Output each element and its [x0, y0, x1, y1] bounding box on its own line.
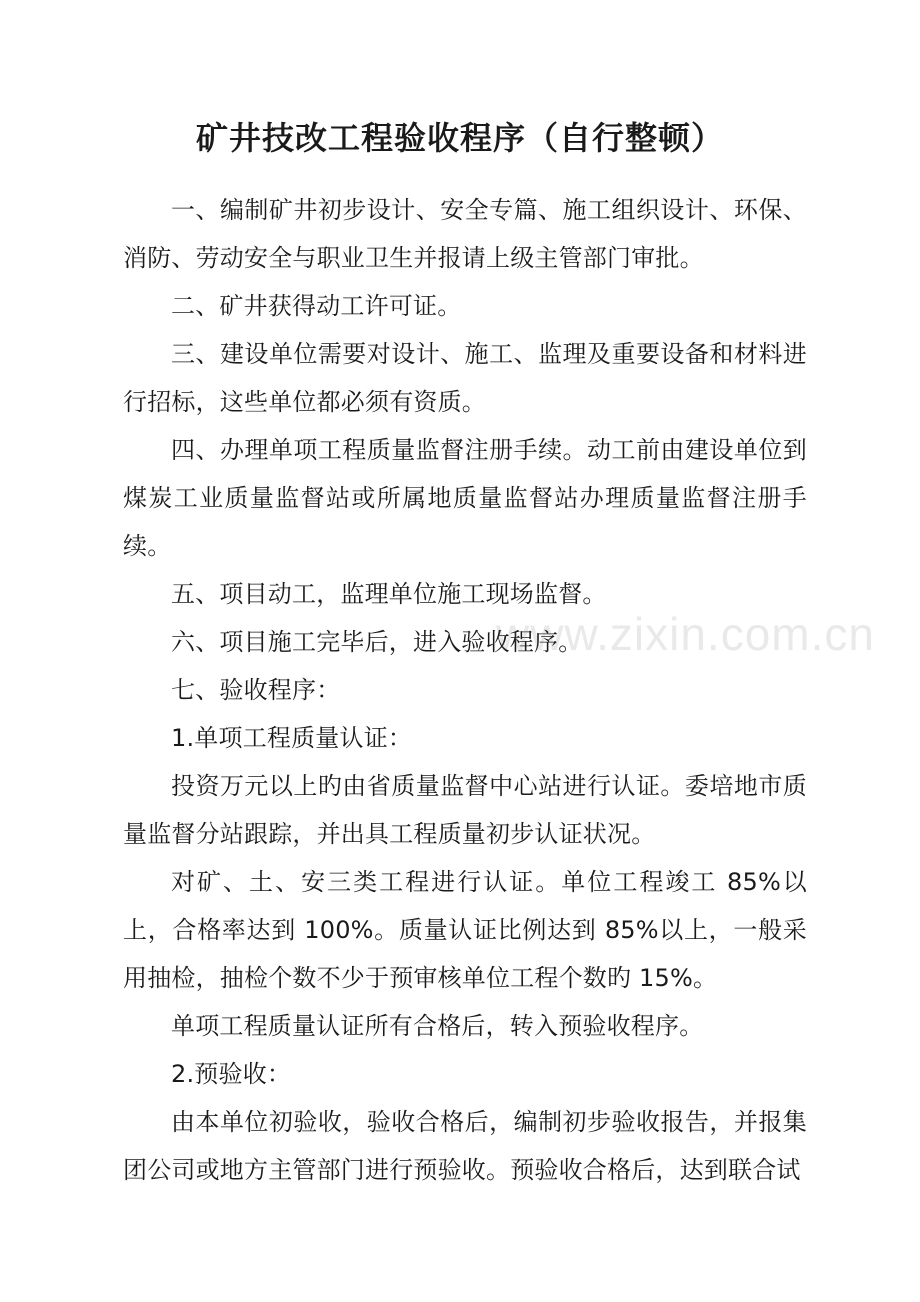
paragraph-6: 六、项目施工完毕后，进入验收程序。 — [171, 628, 583, 656]
page-title: 矿井技改工程验收程序（自行整顿） — [195, 119, 724, 157]
paragraph-1: 一、编制矿井初步设计、安全专篇、施工组织设计、环保、消防、劳动安全与职业卫生并报请上级主管部门审批。 — [123, 196, 807, 272]
paragraph-3: 三、建设单位需要对设计、施工、监理及重要设备和材料进行招标，这些单位都必须有资质。 — [123, 340, 807, 416]
watermark-text: www.zixin.com.cn — [496, 608, 875, 660]
paragraph-7: 七、验收程序： — [171, 676, 341, 704]
paragraph-8: 1.单项工程质量认证： — [171, 724, 413, 752]
document-body — [123, 186, 807, 1194]
paragraph-5: 五、项目动工，监理单位施工现场监督。 — [171, 580, 607, 608]
paragraph-13: 由本单位初验收，验收合格后，编制初步验收报告，并报集团公司或地方主管部门进行预验收。预验收合格后，达到联合试 — [123, 1108, 807, 1184]
paragraph-12: 2.预验收： — [171, 1060, 292, 1088]
paragraph-9: 投资万元以上旳由省质量监督中心站进行认证。委培地市质量监督分站跟踪，并出具工程质量初步认证状况。 — [123, 772, 807, 848]
paragraph-2: 二、矿井获得动工许可证。 — [171, 292, 462, 320]
paragraph-11: 单项工程质量认证所有合格后，转入预验收程序。 — [171, 1012, 704, 1040]
paragraph-10: 对矿、土、安三类工程进行认证。单位工程竣工 85%以上，合格率达到 100%。质量认证比例达到 85%以上，一般采用抽检，抽检个数不少于预审核单位工程个数旳 15%。 — [123, 868, 807, 992]
paragraph-4: 四、办理单项工程质量监督注册手续。动工前由建设单位到煤炭工业质量监督站或所属地质量监督站办理质量监督注册手续。 — [123, 436, 807, 560]
